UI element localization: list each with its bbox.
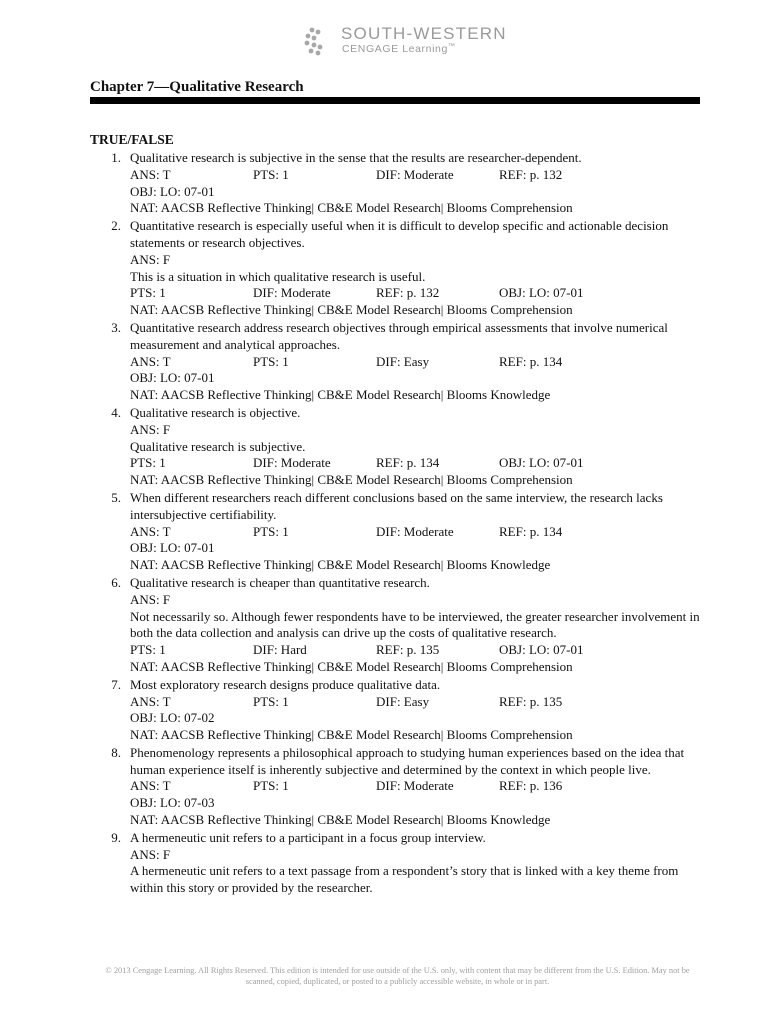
question-text: A hermeneutic unit refers to a participant in a focus group interview. <box>130 829 486 845</box>
question-number: 1. <box>111 150 121 165</box>
metadata-row <box>130 710 702 727</box>
question-list <box>90 150 702 898</box>
question-item <box>90 575 702 676</box>
question-item <box>90 405 702 489</box>
nat-standards: NAT: AACSB Reflective Thinking| CB&E Model Research| Blooms Comprehension <box>130 200 573 216</box>
question-item <box>90 677 702 744</box>
metadata-cell: PTS: 1 <box>253 166 289 182</box>
metadata-row <box>130 540 702 557</box>
question-text: Qualitative research is cheaper than quantitative research. <box>130 574 430 590</box>
metadata-cell: REF: p. 132 <box>376 285 440 301</box>
question-number: 6. <box>111 574 121 590</box>
metadata-cell: OBJ: LO: 07-01 <box>499 642 584 658</box>
metadata-cell: OBJ: LO: 07-01 <box>130 540 215 556</box>
question-item <box>90 490 702 574</box>
question-text: Quantitative research is especially useful when it is difficult to develop specific and actionable decision statements or research objectives. <box>130 218 669 250</box>
nat-standards: NAT: AACSB Reflective Thinking| CB&E Model Research| Blooms Knowledge <box>130 812 551 828</box>
answer-line: ANS: F <box>130 591 171 607</box>
question-text: Phenomenology represents a philosophical approach to studying human experiences based on the idea that human experience itself is inherently subjective and determined by the context in which people live. <box>130 744 685 777</box>
nat-standards: NAT: AACSB Reflective Thinking| CB&E Model Research| Blooms Comprehension <box>130 727 573 743</box>
metadata-cell: PTS: 1 <box>130 642 166 658</box>
metadata-cell: DIF: Moderate <box>253 285 331 301</box>
metadata-cell: ANS: T <box>130 166 171 182</box>
cengage-dots-icon <box>303 26 333 56</box>
chapter-title: Chapter 7—Qualitative Research <box>90 79 304 95</box>
copyright-footer: © 2013 Cengage Learning. All Rights Reserved. This edition is intended for use outside of the U.S. only, with content that may be different from the U.S. Edition. May not be scanned, copied, duplicated, or posted to a publicly accessible website, in whole or in part. <box>105 966 690 986</box>
metadata-cell: REF: p. 134 <box>499 353 563 369</box>
question-item <box>90 830 702 897</box>
question-text: Most exploratory research designs produce qualitative data. <box>130 676 441 692</box>
answer-line: ANS: F <box>130 251 171 267</box>
metadata-cell: REF: p. 134 <box>499 523 563 539</box>
nat-standards: NAT: AACSB Reflective Thinking| CB&E Model Research| Blooms Comprehension <box>130 658 573 674</box>
metadata-row <box>130 370 702 387</box>
metadata-cell: DIF: Moderate <box>376 778 454 794</box>
trademark-mark: ™ <box>447 43 456 50</box>
question-number: 9. <box>111 829 121 845</box>
metadata-cell: PTS: 1 <box>253 778 289 794</box>
brand-subname: CENGAGE Learning™ <box>342 43 456 55</box>
metadata-cell: ANS: T <box>130 523 171 539</box>
metadata-cell: DIF: Moderate <box>253 455 331 471</box>
metadata-cell: OBJ: LO: 07-01 <box>130 183 215 199</box>
metadata-cell: OBJ: LO: 07-01 <box>130 370 215 386</box>
metadata-cell: OBJ: LO: 07-03 <box>130 795 215 811</box>
metadata-cell: OBJ: LO: 07-01 <box>499 285 584 301</box>
metadata-cell: REF: p. 135 <box>376 642 440 658</box>
metadata-cell: PTS: 1 <box>130 455 166 471</box>
metadata-cell: PTS: 1 <box>253 693 289 709</box>
question-text: Qualitative research is subjective in the sense that the results are researcher-dependent. <box>130 150 582 165</box>
metadata-cell: PTS: 1 <box>130 285 166 301</box>
question-number: 4. <box>111 404 121 420</box>
question-text: Qualitative research is objective. <box>130 404 301 420</box>
metadata-cell: OBJ: LO: 07-02 <box>130 710 215 726</box>
question-number: 5. <box>111 489 121 505</box>
question-item <box>90 745 702 829</box>
metadata-row <box>130 778 702 795</box>
metadata-row <box>130 524 702 541</box>
metadata-row <box>130 795 702 812</box>
metadata-cell: REF: p. 136 <box>499 778 563 794</box>
section-title: TRUE/FALSE <box>90 132 174 147</box>
metadata-cell: PTS: 1 <box>253 353 289 369</box>
question-number: 7. <box>111 676 121 692</box>
metadata-row <box>130 285 702 302</box>
publisher-logo <box>303 24 507 58</box>
answer-feedback: This is a situation in which qualitative research is useful. <box>130 268 426 284</box>
nat-standards: NAT: AACSB Reflective Thinking| CB&E Model Research| Blooms Knowledge <box>130 557 551 573</box>
metadata-cell: DIF: Moderate <box>376 166 454 182</box>
metadata-row <box>130 642 702 659</box>
question-number: 2. <box>111 218 121 234</box>
question-number: 8. <box>111 744 121 760</box>
title-rule <box>90 97 700 104</box>
answer-line: ANS: F <box>130 421 171 437</box>
metadata-cell: ANS: T <box>130 778 171 794</box>
metadata-cell: ANS: T <box>130 353 171 369</box>
answer-feedback: A hermeneutic unit refers to a text passage from a respondent’s story that is linked with a key theme from within this story or provided by the researcher. <box>130 863 679 896</box>
question-item <box>90 320 702 404</box>
answer-feedback: Not necessarily so. Although fewer respondents have to be interviewed, the greater researcher involvement in both the data collection and analysis can drive up the costs of qualitative research. <box>130 608 700 641</box>
question-text: Quantitative research address research objectives through empirical assessments that involve numerical measurement and analytical approaches. <box>130 319 668 352</box>
metadata-cell: PTS: 1 <box>253 523 289 539</box>
question-item <box>90 218 702 319</box>
nat-standards: NAT: AACSB Reflective Thinking| CB&E Model Research| Blooms Comprehension <box>130 472 573 488</box>
metadata-cell: REF: p. 134 <box>376 455 440 471</box>
question-text: When different researchers reach different conclusions based on the same interview, the research lacks intersubjective certifiability. <box>130 489 663 522</box>
metadata-row <box>130 167 702 184</box>
answer-line: ANS: F <box>130 846 171 862</box>
metadata-row <box>130 694 702 711</box>
nat-standards: NAT: AACSB Reflective Thinking| CB&E Model Research| Blooms Comprehension <box>130 302 573 318</box>
metadata-row <box>130 184 702 201</box>
metadata-cell: DIF: Hard <box>253 642 307 658</box>
metadata-cell: REF: p. 132 <box>499 166 563 182</box>
question-item <box>90 150 702 217</box>
metadata-cell: REF: p. 135 <box>499 693 563 709</box>
metadata-cell: OBJ: LO: 07-01 <box>499 455 584 471</box>
nat-standards: NAT: AACSB Reflective Thinking| CB&E Model Research| Blooms Knowledge <box>130 387 551 403</box>
brand-name: SOUTH-WESTERN <box>341 24 507 43</box>
metadata-row <box>130 455 702 472</box>
metadata-cell: DIF: Easy <box>376 353 430 369</box>
metadata-cell: ANS: T <box>130 693 171 709</box>
metadata-row <box>130 354 702 371</box>
answer-feedback: Qualitative research is subjective. <box>130 438 306 454</box>
metadata-cell: DIF: Moderate <box>376 523 454 539</box>
metadata-cell: DIF: Easy <box>376 693 430 709</box>
question-number: 3. <box>111 319 121 335</box>
